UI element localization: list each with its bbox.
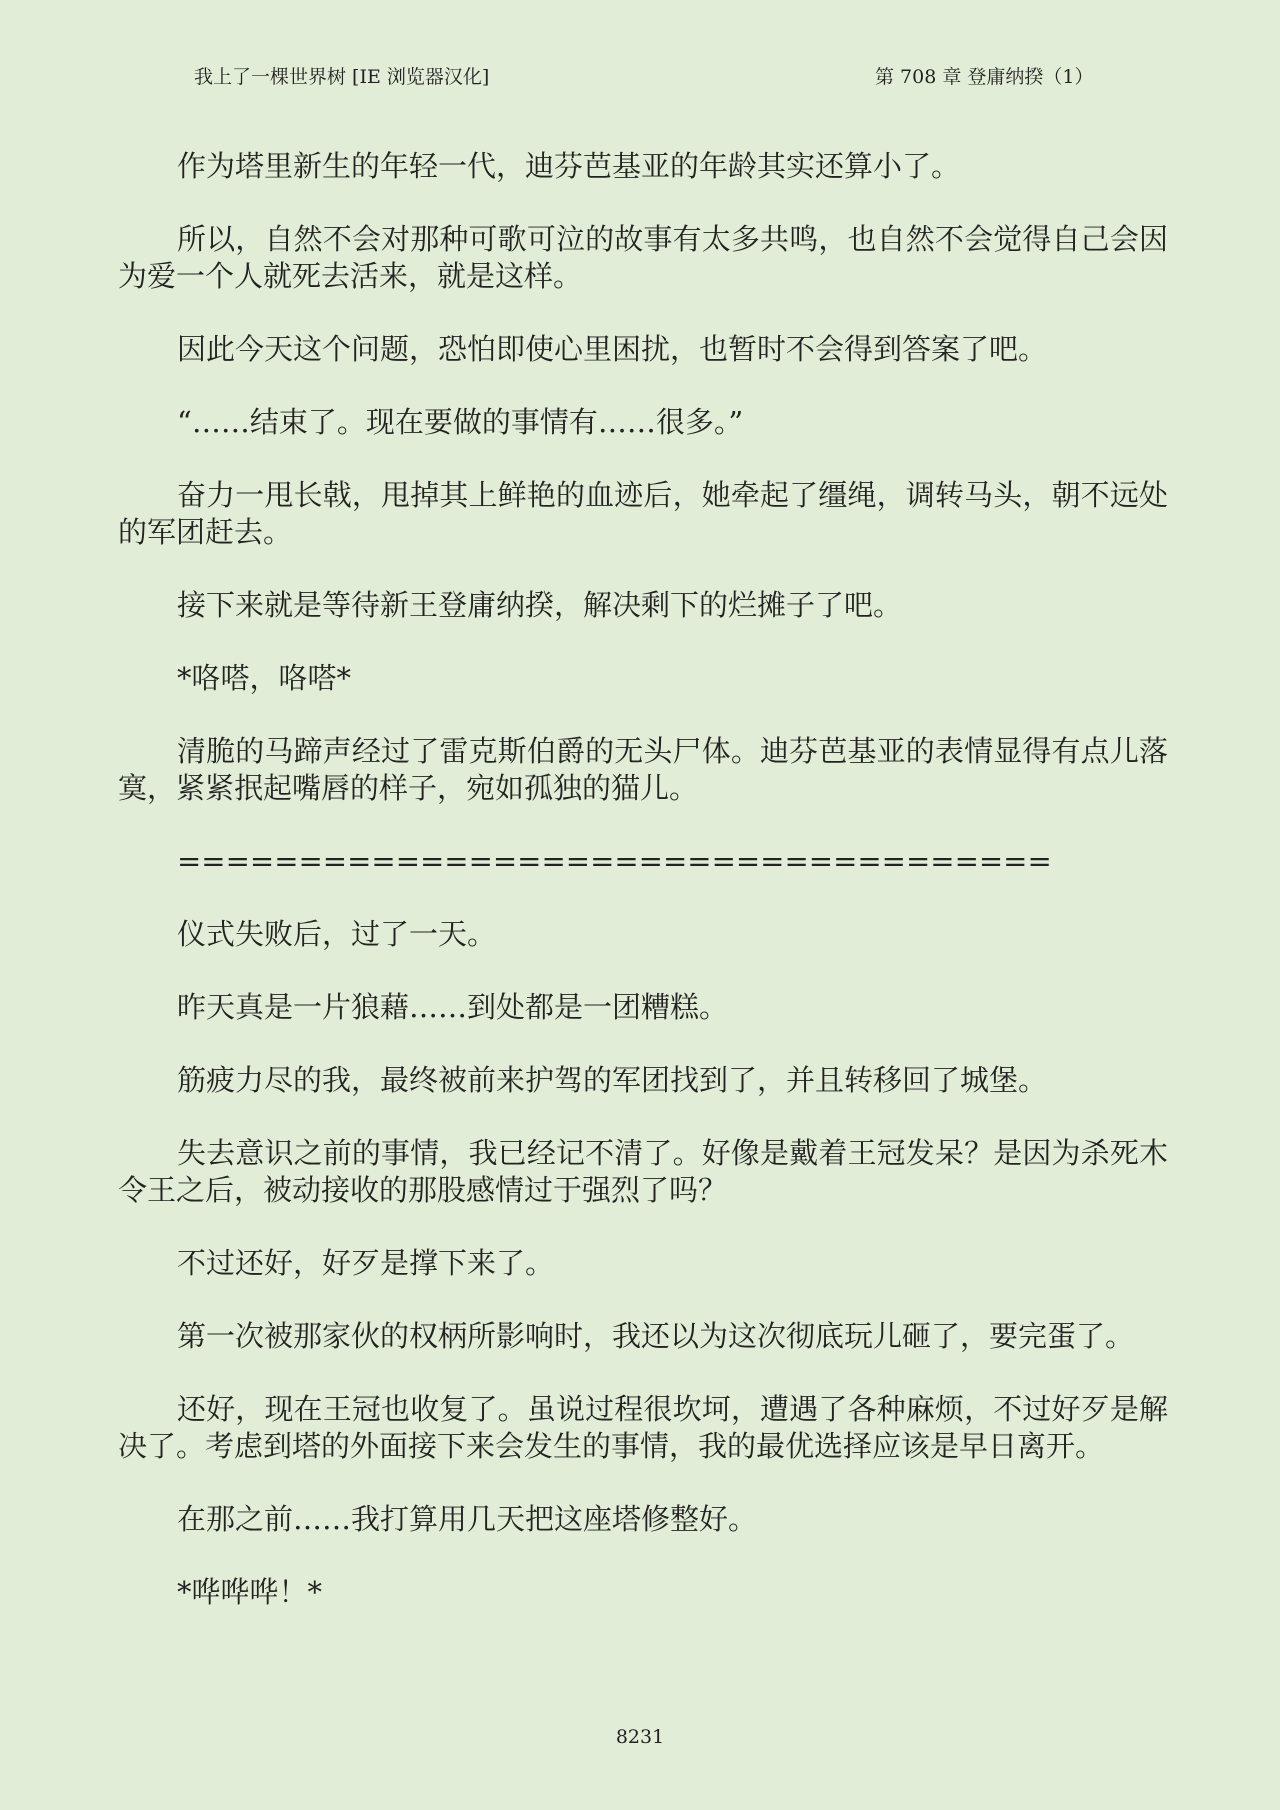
chapter-title: 第 708 章 登庸纳揆（1） [875,66,1094,88]
paragraph: 筋疲力尽的我，最终被前来护驾的军团找到了，并且转移回了城堡。 [177,1063,1048,1097]
paragraph: 在那之前……我打算用几天把这座塔修整好。 [177,1502,758,1536]
paragraph: 作为塔里新生的年轻一代，迪芬芭基亚的年龄其实还算小了。 [177,149,961,183]
sound-effect: *咯嗒，咯嗒* [177,661,352,695]
paragraph: 不过还好，好歹是撑下来了。 [177,1246,555,1280]
paragraph: 失去意识之前的事情，我已经记不清了。好像是戴着王冠发呆？是因为杀死木令王之后，被动接收的那股感情过于强烈了吗？ [118,1136,1168,1207]
sound-effect: *哗哗哗！* [177,1575,323,1609]
paragraph: 因此今天这个问题，恐怕即使心里困扰，也暂时不会得到答案了吧。 [177,332,1048,366]
paragraph: 奋力一甩长戟，甩掉其上鲜艳的血迹后，她牵起了缰绳，调转马头，朝不远处的军团赶去。 [118,478,1168,549]
book-title: 我上了一棵世界树 [IE 浏览器汉化] [194,66,490,88]
paragraph: 清脆的马蹄声经过了雷克斯伯爵的无头尸体。迪芬芭基亚的表情显得有点儿落寞，紧紧抿起嘴唇的样子，宛如孤独的猫儿。 [118,734,1168,805]
dialogue-paragraph: “……结束了。现在要做的事情有……很多。” [177,405,744,439]
page-header [0,56,1280,96]
scene-divider: ==================================== [177,844,1052,878]
page-number: 8231 [615,1726,665,1748]
chapter-body [118,148,1168,1647]
paragraph: 仪式失败后，过了一天。 [177,917,497,951]
paragraph: 第一次被那家伙的权柄所影响时，我还以为这次彻底玩儿砸了，要完蛋了。 [177,1319,1135,1353]
paragraph: 所以，自然不会对那种可歌可泣的故事有太多共鸣，也自然不会觉得自己会因为爱一个人就死去活来，就是这样。 [118,222,1168,293]
paragraph: 还好，现在王冠也收复了。虽说过程很坎坷，遭遇了各种麻烦，不过好歹是解决了。考虑到塔的外面接下来会发生的事情，我的最优选择应该是早日离开。 [118,1392,1168,1463]
paragraph: 昨天真是一片狼藉……到处都是一团糟糕。 [177,990,729,1024]
paragraph: 接下来就是等待新王登庸纳揆，解决剩下的烂摊子了吧。 [177,588,903,622]
